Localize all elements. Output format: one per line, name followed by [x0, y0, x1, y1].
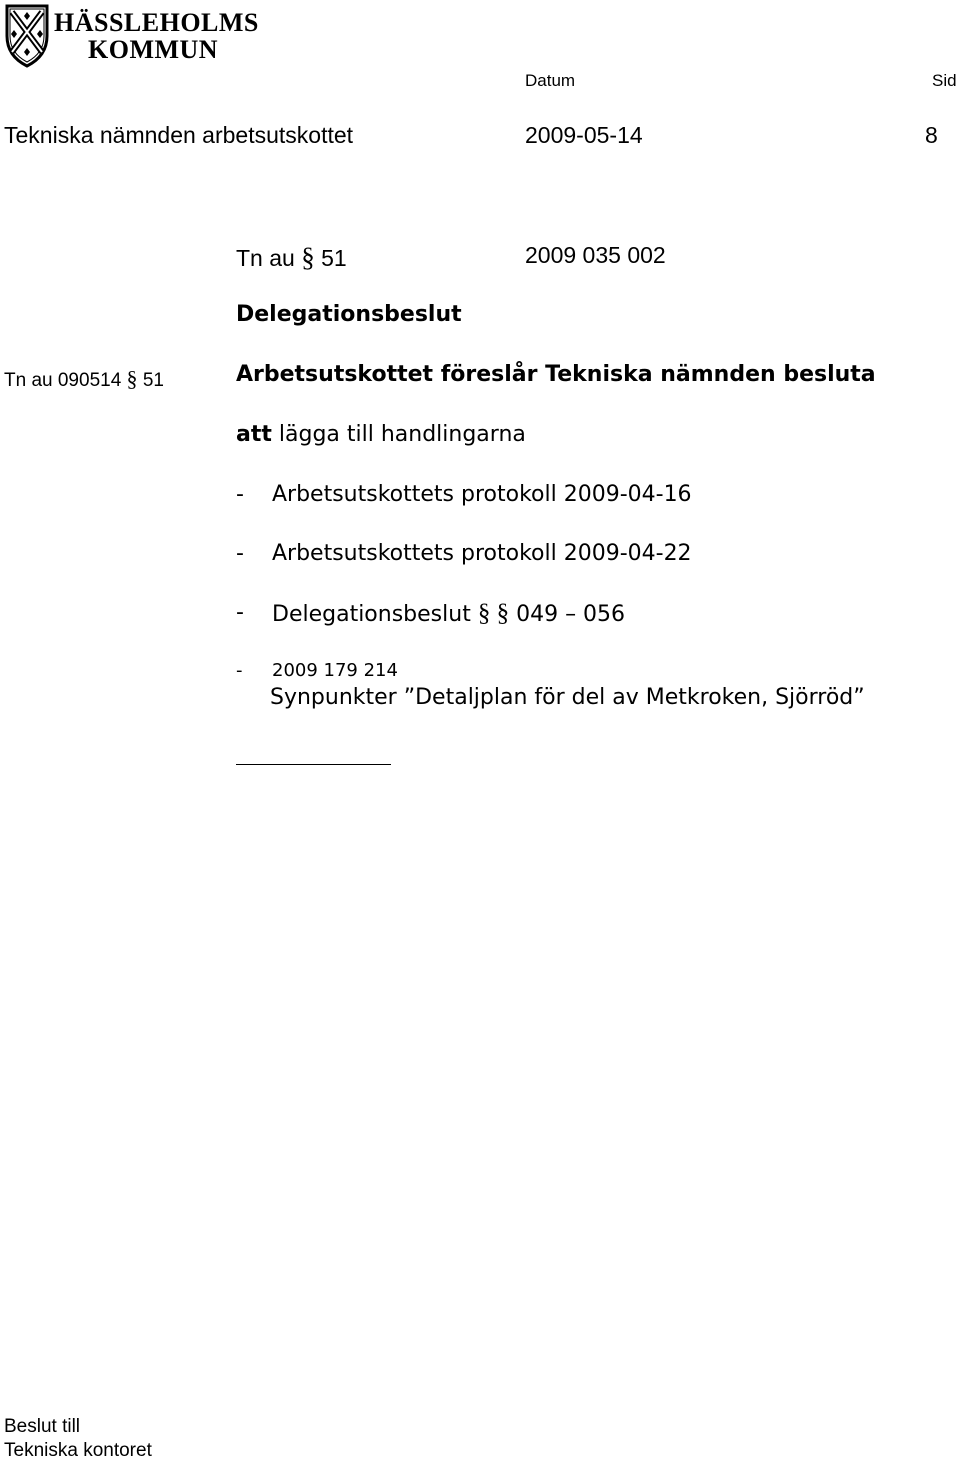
att-word: att — [236, 422, 272, 447]
logo-text-line1: HÄSSLEHOLMS — [54, 8, 259, 37]
list-item-subtext: Synpunkter ”Detaljplan för del av Metkroken, Sjörröd” — [270, 685, 865, 710]
section-signs: § § — [477, 600, 510, 627]
logo-text-line2: KOMMUN — [88, 35, 219, 64]
section-sign: § — [301, 242, 315, 272]
datum-label: Datum — [525, 71, 576, 90]
footer-recipient-label: Beslut till — [4, 1416, 81, 1437]
item-title: Delegationsbeslut — [236, 302, 462, 327]
section-number: 51 — [321, 245, 347, 271]
case-number: 2009 035 002 — [525, 242, 666, 268]
page-number: 8 — [925, 122, 938, 148]
list-item-text: Arbetsutskottets protokoll 2009-04-16 — [272, 482, 692, 507]
list-dash: - — [236, 482, 244, 507]
delegation-label: Delegationsbeslut — [272, 602, 471, 627]
margin-reference — [4, 366, 164, 392]
list-item-case-number: 2009 179 214 — [272, 660, 398, 681]
decision-line — [236, 422, 526, 447]
footer-recipient: Tekniska kontoret — [4, 1440, 152, 1461]
list-item — [236, 600, 244, 625]
municipality-logo — [4, 2, 304, 70]
end-rule — [236, 764, 391, 765]
coat-of-arms-icon — [4, 2, 50, 68]
att-text: lägga till handlingarna — [278, 422, 526, 447]
margin-ref-number: 51 — [142, 370, 164, 391]
list-dash: - — [236, 541, 244, 566]
section-heading — [236, 242, 347, 273]
section-prefix: Tn au — [236, 245, 295, 271]
list-item — [236, 541, 244, 566]
margin-ref-sign: § — [126, 366, 138, 391]
sid-label: Sid — [932, 71, 957, 90]
list-dash: - — [236, 600, 244, 625]
list-item-text: Arbetsutskottets protokoll 2009-04-22 — [272, 541, 692, 566]
margin-ref-prefix: Tn au 090514 — [4, 370, 122, 391]
proposal-text: Arbetsutskottet föreslår Tekniska nämnden besluta — [236, 362, 876, 387]
meeting-date: 2009-05-14 — [525, 122, 643, 148]
committee-name: Tekniska nämnden arbetsutskottet — [4, 122, 354, 148]
section-range: 049 – 056 — [516, 602, 626, 627]
list-item — [236, 660, 243, 681]
list-item — [236, 482, 244, 507]
list-item-text — [272, 600, 625, 628]
list-dash: - — [236, 660, 243, 681]
